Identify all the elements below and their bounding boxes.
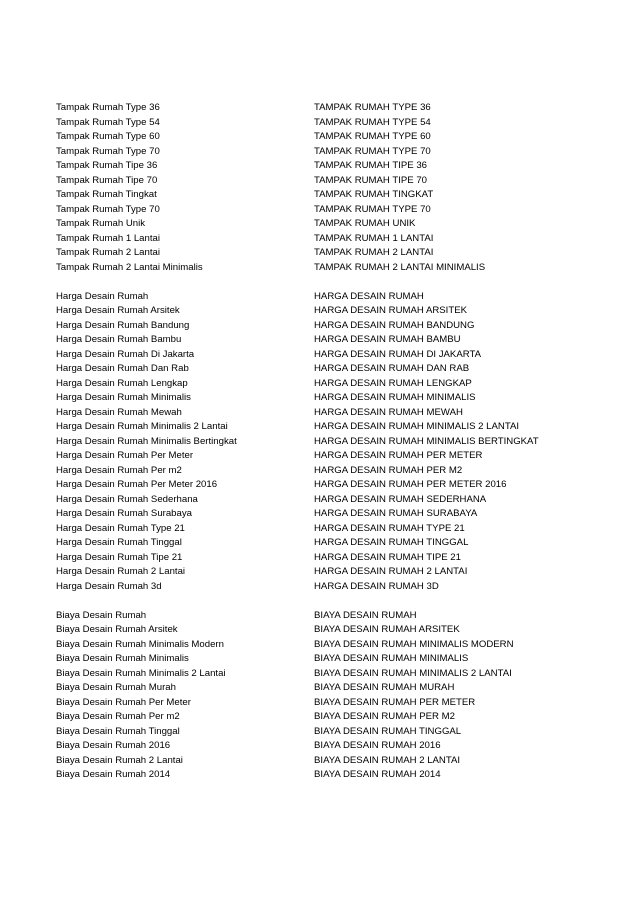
keyword-row xyxy=(56,130,616,145)
keyword-title-case: Biaya Desain Rumah Murah xyxy=(56,682,176,693)
keyword-row xyxy=(56,217,616,232)
keyword-row xyxy=(56,333,616,348)
keyword-row xyxy=(56,174,616,189)
keyword-upper-case: TAMPAK RUMAH TYPE 70 xyxy=(314,145,431,157)
keyword-title-case: Tampak Rumah Type 60 xyxy=(56,131,160,142)
keyword-row xyxy=(56,507,616,522)
keyword-title-case: Biaya Desain Rumah xyxy=(56,609,147,621)
keyword-upper-case: TAMPAK RUMAH TIPE 36 xyxy=(314,160,428,171)
keyword-row xyxy=(56,565,616,580)
keyword-upper-case: HARGA DESAIN RUMAH SURABAYA xyxy=(314,508,478,519)
keyword-upper-case: HARGA DESAIN RUMAH DAN RAB xyxy=(314,363,470,374)
keyword-upper-case: TAMPAK RUMAH TYPE 54 xyxy=(314,116,431,128)
keyword-title-case: Biaya Desain Rumah Tinggal xyxy=(56,725,180,737)
keyword-title-case: Harga Desain Rumah Surabaya xyxy=(56,508,192,519)
keyword-title-case: Harga Desain Rumah Minimalis Bertingkat xyxy=(56,435,237,447)
keyword-upper-case: HARGA DESAIN RUMAH MINIMALIS 2 LANTAI xyxy=(314,421,520,432)
keyword-row xyxy=(56,304,616,319)
keyword-upper-case: BIAYA DESAIN RUMAH 2 LANTAI xyxy=(314,754,461,766)
keyword-row xyxy=(56,638,616,653)
keyword-title-case: Harga Desain Rumah Lengkap xyxy=(56,377,188,389)
keyword-upper-case: TAMPAK RUMAH 1 LANTAI xyxy=(314,232,434,244)
keyword-title-case: Biaya Desain Rumah 2014 xyxy=(56,769,171,780)
keyword-upper-case: BIAYA DESAIN RUMAH ARSITEK xyxy=(314,624,460,635)
keyword-title-case: Harga Desain Rumah 2 Lantai xyxy=(56,566,186,577)
keyword-upper-case: TAMPAK RUMAH 2 LANTAI xyxy=(314,247,434,258)
keyword-upper-case: HARGA DESAIN RUMAH PER METER xyxy=(314,450,483,461)
keyword-title-case: Harga Desain Rumah Arsitek xyxy=(56,305,180,316)
keyword-section xyxy=(56,101,616,275)
keyword-row xyxy=(56,551,616,566)
keyword-row xyxy=(56,290,616,305)
keyword-upper-case: HARGA DESAIN RUMAH 2 LANTAI xyxy=(314,566,468,577)
keyword-row xyxy=(56,464,616,479)
keyword-upper-case: HARGA DESAIN RUMAH xyxy=(314,290,424,302)
keyword-row xyxy=(56,420,616,435)
keyword-upper-case: TAMPAK RUMAH TIPE 70 xyxy=(314,174,428,186)
keyword-upper-case: TAMPAK RUMAH TINGKAT xyxy=(314,189,434,200)
keyword-row xyxy=(56,203,616,218)
keyword-upper-case: HARGA DESAIN RUMAH TINGGAL xyxy=(314,537,469,548)
keyword-row xyxy=(56,725,616,740)
keyword-title-case: Tampak Rumah Type 36 xyxy=(56,102,160,113)
keyword-title-case: Harga Desain Rumah Minimalis xyxy=(56,392,191,403)
keyword-row xyxy=(56,710,616,725)
keyword-row xyxy=(56,391,616,406)
keyword-title-case: Harga Desain Rumah 3d xyxy=(56,580,162,592)
keyword-upper-case: BIAYA DESAIN RUMAH MINIMALIS MODERN xyxy=(314,638,514,650)
keyword-section xyxy=(56,290,616,595)
keyword-title-case: Harga Desain Rumah Bambu xyxy=(56,334,182,345)
keyword-upper-case: TAMPAK RUMAH 2 LANTAI MINIMALIS xyxy=(314,261,486,273)
keyword-upper-case: BIAYA DESAIN RUMAH PER M2 xyxy=(314,711,455,722)
keyword-upper-case: BIAYA DESAIN RUMAH MINIMALIS 2 LANTAI xyxy=(314,667,512,679)
keyword-title-case: Biaya Desain Rumah Minimalis 2 Lantai xyxy=(56,667,226,679)
keyword-upper-case: TAMPAK RUMAH UNIK xyxy=(314,218,416,229)
keyword-title-case: Harga Desain Rumah Mewah xyxy=(56,406,182,418)
keyword-title-case: Biaya Desain Rumah 2016 xyxy=(56,740,171,751)
keyword-title-case: Tampak Rumah Unik xyxy=(56,218,146,229)
keyword-upper-case: HARGA DESAIN RUMAH TIPE 21 xyxy=(314,551,461,563)
keyword-row xyxy=(56,652,616,667)
keyword-title-case: Biaya Desain Rumah Arsitek xyxy=(56,624,178,635)
keyword-upper-case: HARGA DESAIN RUMAH PER M2 xyxy=(314,464,463,476)
keyword-row xyxy=(56,232,616,247)
keyword-title-case: Tampak Rumah Type 70 xyxy=(56,145,160,157)
keyword-row xyxy=(56,522,616,537)
keyword-upper-case: BIAYA DESAIN RUMAH TINGGAL xyxy=(314,725,462,737)
keyword-row xyxy=(56,319,616,334)
keyword-title-case: Tampak Rumah 2 Lantai Minimalis xyxy=(56,261,203,273)
keyword-title-case: Tampak Rumah Type 54 xyxy=(56,116,160,128)
keyword-row xyxy=(56,478,616,493)
section-spacer xyxy=(56,275,616,290)
keyword-upper-case: BIAYA DESAIN RUMAH xyxy=(314,609,417,621)
keyword-row xyxy=(56,623,616,638)
keyword-row xyxy=(56,101,616,116)
keyword-row xyxy=(56,667,616,682)
keyword-title-case: Harga Desain Rumah Dan Rab xyxy=(56,363,189,374)
keyword-row xyxy=(56,362,616,377)
keyword-row xyxy=(56,246,616,261)
keyword-row xyxy=(56,159,616,174)
keyword-title-case: Harga Desain Rumah Bandung xyxy=(56,319,190,331)
keyword-row xyxy=(56,739,616,754)
keyword-upper-case: HARGA DESAIN RUMAH MINIMALIS xyxy=(314,392,476,403)
keyword-title-case: Harga Desain Rumah xyxy=(56,290,149,302)
keyword-title-case: Harga Desain Rumah Type 21 xyxy=(56,522,185,534)
keyword-row xyxy=(56,435,616,450)
keyword-upper-case: TAMPAK RUMAH TYPE 36 xyxy=(314,102,431,113)
keyword-title-case: Harga Desain Rumah Per Meter xyxy=(56,450,194,461)
keyword-title-case: Tampak Rumah 1 Lantai xyxy=(56,232,160,244)
keyword-upper-case: HARGA DESAIN RUMAH 3D xyxy=(314,580,439,592)
keyword-upper-case: HARGA DESAIN RUMAH PER METER 2016 xyxy=(314,479,507,490)
keyword-upper-case: BIAYA DESAIN RUMAH 2014 xyxy=(314,769,441,780)
keyword-row xyxy=(56,754,616,769)
keyword-title-case: Tampak Rumah Tipe 36 xyxy=(56,160,158,171)
keyword-title-case: Harga Desain Rumah Tinggal xyxy=(56,537,182,548)
keyword-upper-case: BIAYA DESAIN RUMAH MINIMALIS xyxy=(314,653,469,664)
keyword-row xyxy=(56,696,616,711)
keyword-title-case: Tampak Rumah Tingkat xyxy=(56,189,157,200)
section-spacer xyxy=(56,594,616,609)
keyword-upper-case: TAMPAK RUMAH TYPE 60 xyxy=(314,131,431,142)
keyword-row xyxy=(56,493,616,508)
keyword-title-case: Harga Desain Rumah Di Jakarta xyxy=(56,348,195,360)
keyword-row xyxy=(56,681,616,696)
keyword-title-case: Harga Desain Rumah Tipe 21 xyxy=(56,551,183,563)
keyword-row xyxy=(56,348,616,363)
keyword-upper-case: BIAYA DESAIN RUMAH 2016 xyxy=(314,740,441,751)
keyword-upper-case: HARGA DESAIN RUMAH LENGKAP xyxy=(314,377,472,389)
keyword-row xyxy=(56,536,616,551)
keyword-title-case: Tampak Rumah Tipe 70 xyxy=(56,174,158,186)
keyword-upper-case: BIAYA DESAIN RUMAH MURAH xyxy=(314,682,455,693)
keyword-upper-case: HARGA DESAIN RUMAH BANDUNG xyxy=(314,319,475,331)
keyword-title-case: Harga Desain Rumah Sederhana xyxy=(56,493,198,505)
keyword-row xyxy=(56,768,616,783)
keyword-title-case: Harga Desain Rumah Per m2 xyxy=(56,464,182,476)
keyword-upper-case: HARGA DESAIN RUMAH MEWAH xyxy=(314,406,463,418)
keyword-upper-case: BIAYA DESAIN RUMAH PER METER xyxy=(314,696,476,708)
keyword-row xyxy=(56,449,616,464)
keyword-upper-case: TAMPAK RUMAH TYPE 70 xyxy=(314,203,431,215)
keyword-section xyxy=(56,609,616,783)
keyword-row xyxy=(56,406,616,421)
keyword-upper-case: HARGA DESAIN RUMAH BAMBU xyxy=(314,334,461,345)
keyword-row xyxy=(56,609,616,624)
keyword-title-case: Tampak Rumah Type 70 xyxy=(56,203,160,215)
keyword-title-case: Biaya Desain Rumah Minimalis xyxy=(56,653,189,664)
keyword-upper-case: HARGA DESAIN RUMAH TYPE 21 xyxy=(314,522,465,534)
keyword-title-case: Biaya Desain Rumah Per m2 xyxy=(56,711,180,722)
keyword-title-case: Harga Desain Rumah Minimalis 2 Lantai xyxy=(56,421,228,432)
keyword-upper-case: HARGA DESAIN RUMAH ARSITEK xyxy=(314,305,467,316)
keyword-title-case: Biaya Desain Rumah Per Meter xyxy=(56,696,191,708)
keyword-row xyxy=(56,261,616,276)
keyword-upper-case: HARGA DESAIN RUMAH MINIMALIS BERTINGKAT xyxy=(314,435,539,447)
keyword-title-case: Tampak Rumah 2 Lantai xyxy=(56,247,160,258)
keyword-list xyxy=(56,101,616,783)
keyword-row xyxy=(56,116,616,131)
keyword-title-case: Harga Desain Rumah Per Meter 2016 xyxy=(56,479,218,490)
keyword-row xyxy=(56,145,616,160)
keyword-title-case: Biaya Desain Rumah Minimalis Modern xyxy=(56,638,224,650)
keyword-row xyxy=(56,580,616,595)
keyword-title-case: Biaya Desain Rumah 2 Lantai xyxy=(56,754,183,766)
keyword-upper-case: HARGA DESAIN RUMAH SEDERHANA xyxy=(314,493,487,505)
keyword-row xyxy=(56,188,616,203)
keyword-row xyxy=(56,377,616,392)
keyword-upper-case: HARGA DESAIN RUMAH DI JAKARTA xyxy=(314,348,482,360)
